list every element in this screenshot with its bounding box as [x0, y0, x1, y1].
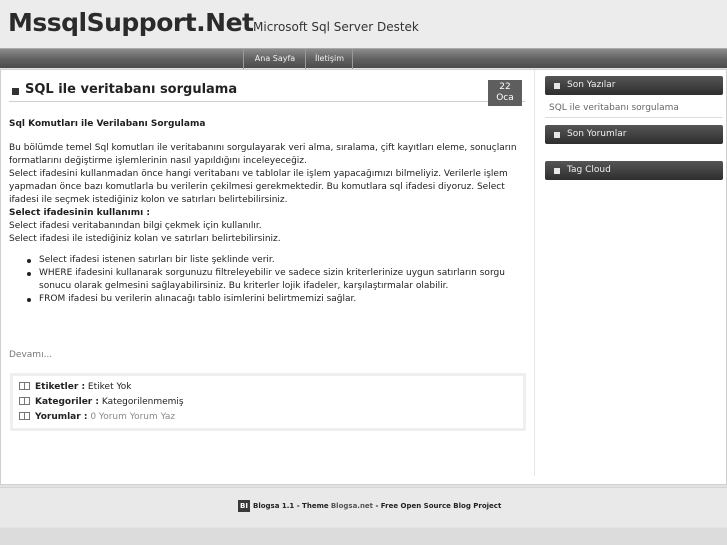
post-categories-row — [19, 395, 184, 409]
sidebar-header-label: Son Yazılar — [567, 80, 616, 90]
post-title[interactable]: SQL ile veritabanı sorgulama — [25, 82, 238, 97]
nav-separator — [243, 49, 244, 69]
post-paragraph: Select ifadesini kullanmadan önce hangi veritabanı ve tablolar ile işlem yapacağımızı bilmeliyiz. Verilerle işlem yapmadan önce bazı komutlarla bu verilerin çekilmesi gerekmektedir. Bu komutlara sql ifadesi diyoruz. Select ifadesi ile seçmek istediğiniz kolon ve satırları belirtebilirsiniz. — [9, 169, 508, 205]
tags-value: Etiket Yok — [87, 382, 132, 392]
sidebar-header-tag-cloud — [545, 161, 723, 180]
write-comment-link[interactable]: Yorum Yaz — [129, 412, 176, 422]
sidebar-header-square-icon — [554, 132, 560, 138]
footer-suffix: - Free Open Source Blog Project — [373, 502, 502, 510]
categories-value: Kategorilenmemiş — [101, 397, 184, 407]
footer-link[interactable]: Blogsa.net — [330, 502, 374, 510]
read-more-link[interactable]: Devamı... — [9, 350, 53, 360]
comments-label: Yorumlar : — [35, 412, 88, 422]
comments-count-link[interactable]: 0 Yorum — [90, 412, 127, 422]
main-nav — [0, 48, 727, 68]
nav-separator — [305, 49, 306, 69]
post-date-badge — [488, 80, 522, 106]
sidebar-header-recent-comments — [545, 125, 723, 144]
nav-item-contact[interactable]: İletişim — [314, 54, 345, 63]
sidebar-header-recent-posts — [545, 76, 723, 95]
blogsa-logo-icon: BI — [238, 500, 250, 512]
nav-item-home[interactable]: Ana Sayfa — [254, 54, 296, 63]
categories-label: Kategoriler : — [35, 397, 99, 407]
post-column — [1, 70, 535, 476]
footer-bottom-strip — [0, 528, 727, 545]
sidebar-header-label: Tag Cloud — [567, 165, 611, 175]
book-icon — [19, 382, 30, 390]
post-usage-heading: Select ifadesinin kullanımı : — [9, 208, 150, 218]
post-paragraph: Bu bölümde temel Sql komutları ile veritabanını sorgulayarak veri alma, sıralama, çift kayıtları eleme, sonuçların formatlarını değiştirme işlemlerinin nasıl yapıldığını inceleyeceğiz. — [9, 143, 517, 166]
book-icon — [19, 412, 30, 420]
list-item: WHERE ifadesini kullanarak sorgunuzu filtreleyebilir ve sadece sizin kriterlerinize uygun satırların sorgu sonucu olarak gelmesini sağlayabilirsiniz. Bu kriterler lojik ifadeler, karşılaştırmalar olabilir. — [39, 267, 531, 293]
post-usage-line: Select ifadesi ile istediğiniz kolan ve satırları belirtebilirsiniz. — [9, 234, 281, 244]
post-bullet-list — [39, 254, 531, 306]
content-panel — [0, 69, 727, 485]
post-title-divider — [9, 101, 525, 102]
post-title-bullet — [12, 88, 19, 95]
footer-credit — [238, 500, 501, 512]
list-item: Select ifadesi istenen satırları bir liste şeklinde verir. — [39, 254, 531, 267]
post-tags-row — [19, 380, 131, 394]
site-title[interactable]: MssqlSupport.Net — [8, 8, 254, 37]
sidebar-header-square-icon — [554, 168, 560, 174]
sidebar-divider — [545, 117, 723, 118]
nav-separator — [352, 49, 353, 69]
sidebar-recent-post-link[interactable]: SQL ile veritabanı sorgulama — [549, 103, 679, 113]
post-comments-row — [19, 410, 175, 424]
post-body — [9, 118, 531, 306]
sidebar-header-label: Son Yorumlar — [567, 129, 627, 139]
post-subheading: Sql Komutları ile Verilabanı Sorgulama — [9, 119, 206, 129]
post-usage-line: Select ifadesi veritabanından bilgi çekmek için kullanılır. — [9, 221, 262, 231]
list-item: FROM ifadesi bu verilerin alınacağı tablo isimlerini belirtmemizi sağlar. — [39, 293, 531, 306]
sidebar-header-square-icon — [554, 83, 560, 89]
book-icon — [19, 397, 30, 405]
tags-label: Etiketler : — [35, 382, 86, 392]
site-description: Microsoft Sql Server Destek — [253, 20, 419, 34]
site-header — [0, 0, 727, 50]
site-footer — [0, 487, 727, 527]
footer-prefix: Blogsa 1.1 - Theme — [253, 502, 329, 510]
post-date-month: Oca — [496, 93, 514, 103]
post-meta-box — [10, 373, 526, 431]
post-date-day: 22 — [499, 82, 511, 92]
